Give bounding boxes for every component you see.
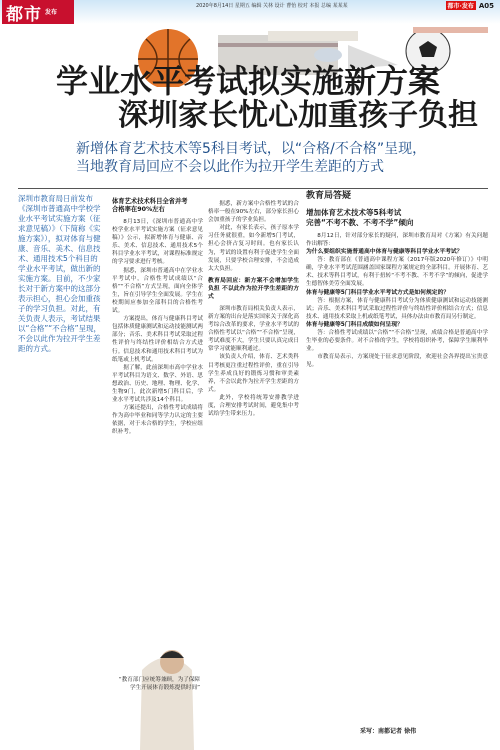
qa-question: 体育与健康等5门科目成绩如何呈现？ (306, 321, 403, 328)
column-2 (208, 200, 299, 740)
shuttlecock-icon (314, 48, 342, 62)
section-name: 都市 (6, 4, 42, 25)
col1-para: 据悉，深圳市普通高中在学业水平考试中，合格性考试成绩以“合格”“不合格”方式呈现，面向全体学生，旨在引导学生全面发展。学生在校期间应参加全部科目的合格性考试。 (112, 267, 203, 315)
qa-question: 体育与健康等5门科目学业水平考试方式是如何规定的？ (306, 289, 450, 296)
col1-para: 8月13日，《深圳市普通高中学校学业水平考试实施方案（征求意见稿）》公示，拟新增体育与健康、音乐、美术、信息技术、通用技术5个科目学业水平考试，对课程标准规定的学习要求进行考核。 (112, 219, 203, 266)
col2-para: 深圳市教育局相关负责人表示，新方案的出台是落实国家关于深化高考综合改革的要求，学业水平考试的合格性考试以“合格”“不合格”呈现，考试难度不大，学生只要认真完成日常学习就能顺利通过。 (208, 305, 299, 353)
divider (18, 188, 488, 189)
qa-question: 为什么要组织实施普通高中体育与健康等科目学业水平考试？ (306, 249, 463, 256)
qa-answer: 答：根据方案，体育与健康科目考试分为体质健康测试和运动技能测试；音乐、美术科目考试采取过程性评价与终结性评价相结合方式；信息技术、通用技术采取上机或纸笔考试，具体办法由市教育局另行制定。 (306, 297, 488, 320)
col3-title2: 完善“不考不教、不考不学”倾向 (306, 218, 414, 227)
col1-para: 方案提出，体育与健康科目考试包括体质健康测试和运动技能测试两部分；音乐、美术科目考试采取过程性评价与终结性评价相结合方式进行。信息技术和通用技术科目考试为纸笔或上机考试。 (112, 316, 203, 363)
subtitle-line2: 当地教育局回应不会以此作为拉开学生差距的方式 (76, 159, 384, 175)
col1-title-line2: 合格率在90%左右 (112, 206, 165, 213)
col3-outro: 市教育局表示，方案现处于征求意见阶段，欢迎社会各界提出宝贵意见。 (306, 354, 488, 369)
headline-line2: 深圳家长忧心加重孩子负担 (118, 98, 478, 133)
section-logo (2, 0, 74, 24)
qa-answer: 答：合格性考试成绩以“合格”“不合格”呈现，成绩合格是普通高中学生毕业的必要条件。对不合格的学生，学校将组织补考，保障学生顺利毕业。 (306, 329, 488, 353)
col2-para: 据悉，新方案中合格性考试的合格率一般在90%左右，部分家长担心会加重孩子的学业负担。 (208, 201, 299, 224)
photo-caption: “教育部门应统筹兼顾，为了保障学生开展体育锻炼提供时间” (118, 677, 200, 691)
qa-answer: 答：教育部在《普通高中课程方案（2017年版2020年修订）》中明确，学业水平考试范围涵盖国家课程方案规定的全部科目。开展体育、艺术、技术等科目考试，有利于扭转“不考不教、不考不学”的倾向，促进学生德智体美劳全面发展。 (306, 257, 488, 288)
col2-para: 该负责人介绍，体育、艺术类科目考核更注重过程性评价，重在引导学生养成良好的锻炼习惯和审美素养，不会以此作为拉开学生差距的方式。 (208, 354, 299, 393)
byline: 采写：南都记者 徐伟 (360, 728, 417, 735)
column-3 (306, 190, 488, 690)
col1-para: 据了解，此前深圳市高中学业水平考试科目为语文、数学、外语、思想政治、历史、地理、物理、化学、生物9门，此次新增5门科目后，学业水平考试共涉及14个科目。 (112, 364, 203, 404)
page-number (446, 1, 494, 10)
col3-title1: 增加体育艺术技术等5科考试 (306, 208, 402, 217)
page-label: A05 (478, 2, 494, 10)
subtitle-line1: 新增体育艺术技术等5科目考试，以“合格/不合格”呈现， (76, 141, 427, 157)
col1-title-line1: 体育艺术技术科目全省并考 (112, 198, 188, 205)
header-meta: 2020年8月14日 星期五 编辑 关林 设计 曹怡 校对 本报 总编 某某某 (196, 3, 348, 9)
headline-line1: 学业水平考试拟实施新方案 (56, 62, 441, 100)
col2-subhead: 教育局回应：新方案不会增加学生负担 不以此作为拉开学生差距的方式 (208, 277, 299, 300)
page-header (0, 0, 500, 24)
col2-para: 对此，有家长表示，孩子原本学习任务就很重，如今新增5门考试，担心会挤占复习时间。也有家长认为，考试的设置有利于促进学生全面发展，只要学校合理安排，不会造成太大负担。 (208, 225, 299, 272)
subtitle (76, 140, 426, 176)
col2-para: 此外，学校将统筹安排教学进度，合理安排考试时间，避免集中考试给学生带来压力。 (208, 394, 299, 418)
page-box: 都市·发布 (447, 3, 474, 10)
student-photo (112, 640, 203, 750)
column-1 (112, 218, 203, 638)
col3-tag: 教育局答疑 (306, 191, 352, 201)
col3-intro: 8月12日，针对部分家长的疑问，深圳市教育局对《方案》有关问题作出解答： (306, 233, 488, 248)
lead-paragraph: 深圳市教育局日前发布《深圳市普通高中学校学业水平考试实施方案（征求意见稿）》（下简称《实施方案》），拟对体育与健康、音乐、美术、信息技术、通用技术5个科目的学业水平考试，做出新的实施方案。目前，不少家长对于新方案中的这部分表示担心，担心会加重孩子的学习负担。对此，有关负责人表示，考试结果以“合格”“不合格”呈现，不会以此作为拉开学生差距的方式。 (18, 194, 102, 353)
section-subname: 发布 (45, 8, 58, 16)
col1-title (112, 198, 204, 214)
col1-para: 方案还提出，合格性考试成绩将作为高中毕业和同等学力认定的主要依据，对于未合格的学生，学校应组织补考。 (112, 405, 203, 436)
